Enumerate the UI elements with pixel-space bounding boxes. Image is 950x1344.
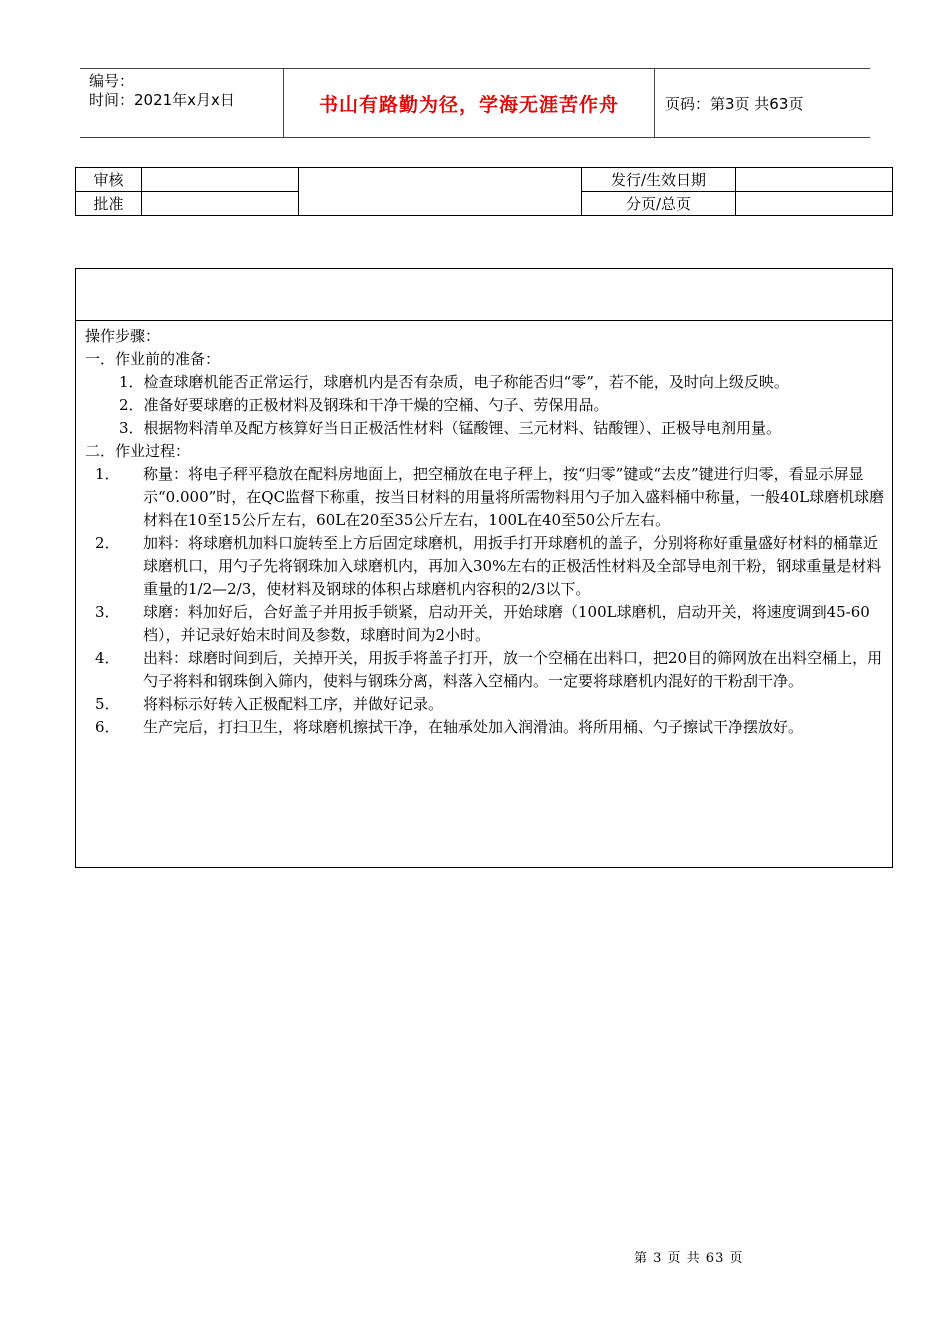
approve-value [142,192,299,216]
time-label: 时间：2021年x月x日 [89,91,235,109]
process-item: 1． 称量：将电子秤平稳放在配料房地面上，把空桶放在电子秤上，按“归零”键或“去皮”键进行归零，看显示屏显示“0.000”时，在QC监督下称重，按当日材料的用量将所需物料用勺子加入盛料桶中称量，一般40L球磨机球磨材料在10至15公斤左右，60L在20至35公斤左右，100L在40至50公斤左右。 [95,465,885,529]
process-item: 3． 球磨：料加好后，合好盖子并用扳手锁紧，启动开关，开始球磨（100L球磨机，启动开关，将速度调到45-60档），并记录好始末时间及参数，球磨时间为2小时。 [95,603,870,644]
header-left [80,69,283,137]
procedure-content [85,325,885,739]
prep-item: 2．准备好要球磨的正极材料及钢珠和干净干燥的空桶、勺子、劳保用品。 [119,396,609,414]
section-prep: 一．作业前的准备： [85,350,221,368]
motto: 书山有路勤为径，学海无涯苦作舟 [283,69,655,137]
page-label: 页码：第3页 共63页 [665,94,804,113]
steps-title: 操作步骤： [85,327,161,345]
process-item: 2． 加料：将球磨机加料口旋转至上方后固定球磨机，用扳手打开球磨机的盖子，分别将称好重量盛好材料的桶靠近球磨机口，用勺子先将钢珠加入球磨机内，再加入30%左右的正极活性材料及全部导电剂干粉，钢球重量是材料重量的1/2—2/3，使材料及钢球的体积占球磨机内容积的2/3以下。 [95,534,882,598]
page-total-label: 分页/总页 [582,192,736,216]
document-header [80,68,870,138]
approval-table [75,167,893,216]
prep-item: 3．根据物料清单及配方核算好当日正极活性材料（锰酸锂、三元材料、钴酸锂）、正极导电剂用量。 [119,419,782,437]
procedure-box [75,268,893,868]
procedure-title-cell [76,269,892,321]
approval-blank [299,168,582,216]
review-value [142,168,299,192]
issue-date-label: 发行/生效日期 [582,168,736,192]
process-item: 5． 将料标示好转入正极配料工序，并做好记录。 [95,695,444,713]
process-item: 6． 生产完后，打扫卫生，将球磨机擦拭干净，在轴承处加入润滑油。将所用桶、勺子擦试干净摆放好。 [95,718,804,736]
page-total-value [736,192,893,216]
review-label: 审核 [76,168,142,192]
issue-date-value [736,168,893,192]
code-label: 编号： [89,72,135,90]
approve-label: 批准 [76,192,142,216]
process-item: 4． 出料：球磨时间到后，关掉开关，用扳手将盖子打开，放一个空桶在出料口，把20目的筛网放在出料空桶上，用勺子将料和钢珠倒入筛内，使料与钢珠分离，料落入空桶内。一定要将球磨机内混好的干粉刮干净。 [95,649,883,690]
section-process: 二．作业过程： [85,442,191,460]
page-footer: 第 3 页 共 63 页 [634,1251,744,1266]
prep-item: 1．检查球磨机能否正常运行，球磨机内是否有杂质，电子称能否归“零”，若不能，及时向上级反映。 [119,373,789,391]
